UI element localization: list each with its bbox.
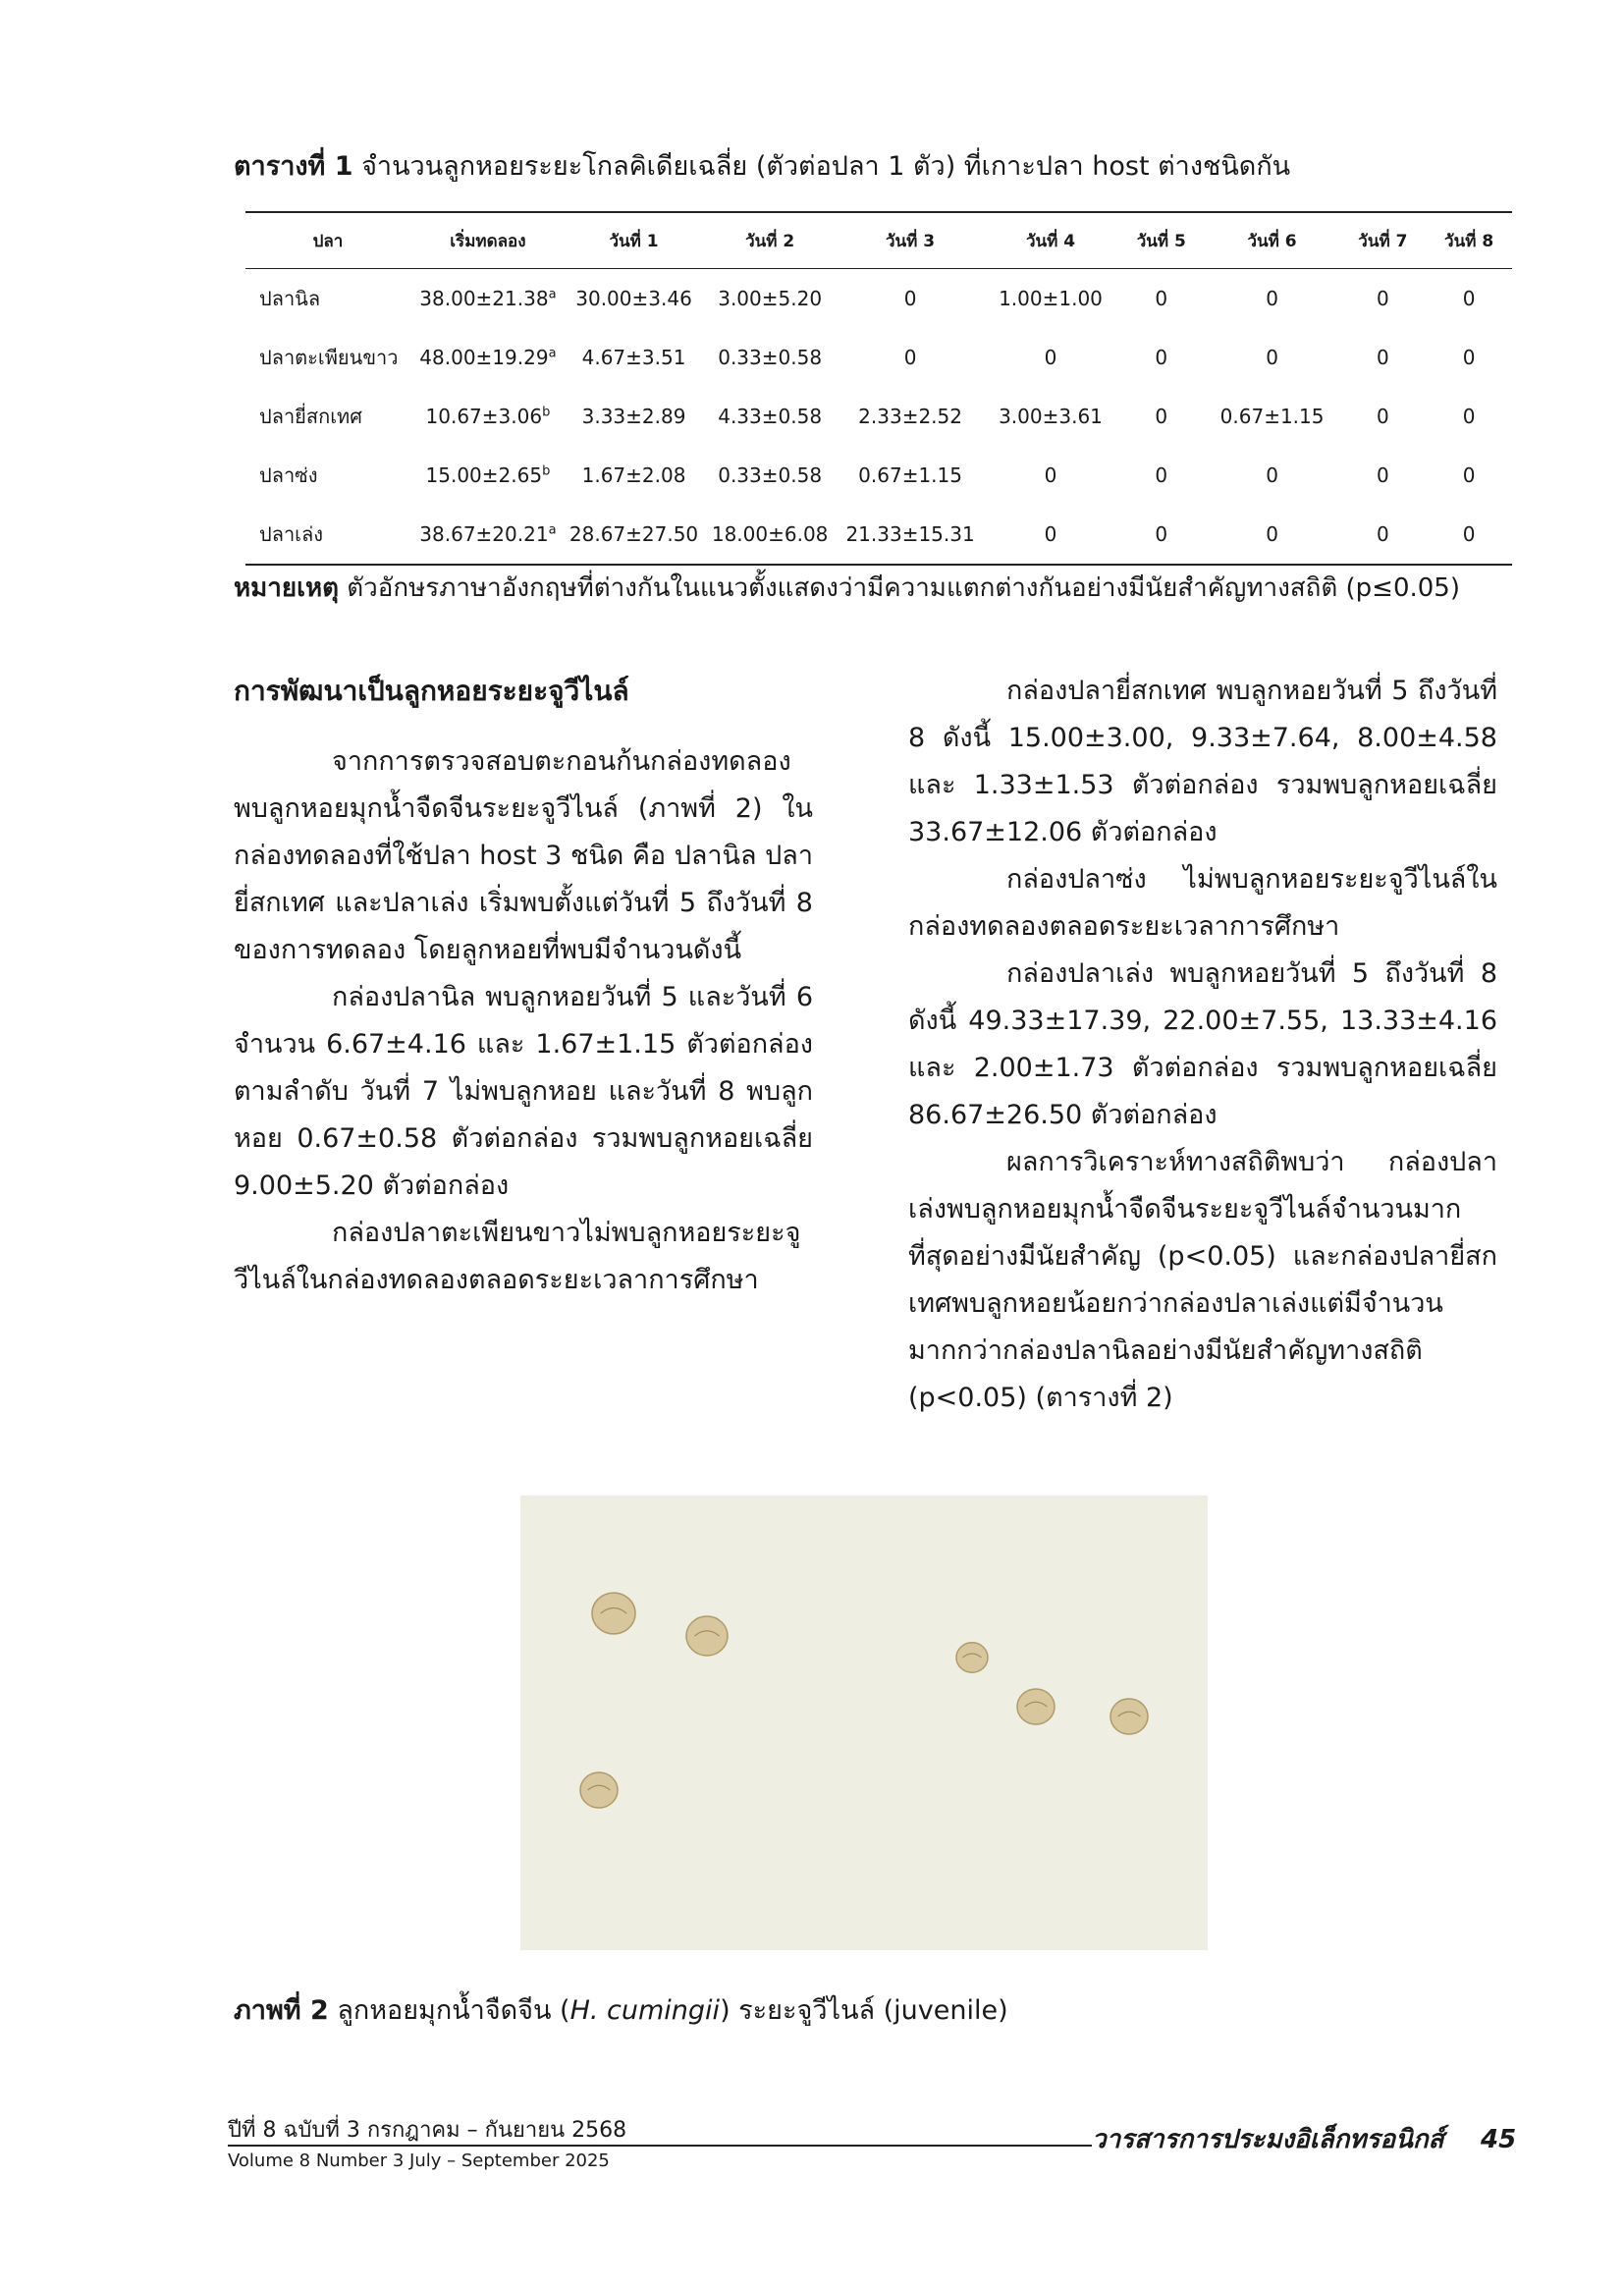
cell-d1: 3.33±2.89: [581, 405, 686, 428]
cell-d1: 4.67±3.51: [581, 346, 686, 369]
cell-start: [410, 387, 566, 446]
cell-d5: 0: [1155, 346, 1168, 369]
cell-d4: 0: [983, 505, 1118, 565]
cell-d8: 0: [1462, 346, 1476, 369]
cell-start-superscript: a: [548, 287, 557, 302]
header-day3: วันที่ 3: [838, 212, 983, 269]
cell-start-superscript: b: [542, 405, 551, 420]
cell-d5: 0: [1155, 405, 1168, 428]
cell-d2: 0.33±0.58: [718, 463, 823, 487]
juvenile-shell: [956, 1643, 988, 1672]
table-note: [234, 570, 1540, 607]
table-note-text: ตัวอักษรภาษาอังกฤษที่ต่างกันในแนวตั้งแสดงว่ามีความแตกต่างกันอย่างมีนัยสำคัญทางสถิติ (p≤0.05): [339, 573, 1460, 603]
juvenile-shell: [580, 1772, 618, 1808]
header-day6: วันที่ 6: [1205, 212, 1340, 269]
header-day5: วันที่ 5: [1118, 212, 1205, 269]
body-paragraph: กล่องปลาตะเพียนขาวไม่พบลูกหอยระยะจูวีไนล์ในกล่องทดลองตลอดระยะเวลาการศึกษา: [234, 1218, 801, 1295]
cell-d2: 4.33±0.58: [718, 405, 823, 428]
cell-fish: ปลาซ่ง: [259, 463, 318, 487]
cell-d5: 0: [1155, 463, 1168, 487]
footer-rule: [228, 2145, 1092, 2147]
header-day8: วันที่ 8: [1426, 212, 1512, 269]
cell-d8: 0: [1462, 463, 1476, 487]
cell-d3: 2.33±2.52: [858, 405, 962, 428]
cell-fish: ปลานิล: [259, 287, 321, 310]
footer-issue-english: Volume 8 Number 3 July – September 2025: [228, 2150, 610, 2171]
left-column: [234, 668, 813, 1304]
cell-d8: 0: [1462, 405, 1476, 428]
figure-caption-label: ภาพที่ 2: [234, 1995, 329, 2026]
body-paragraph: กล่องปลาซ่ง ไม่พบลูกหอยระยะจูวีไนล์ในกล่องทดลองตลอดระยะเวลาการศึกษา: [908, 864, 1497, 942]
footer-issue-thai: ปีที่ 8 ฉบับที่ 3 กรกฎาคม – กันยายน 2568: [228, 2118, 627, 2143]
cell-start-superscript: a: [548, 346, 557, 361]
cell-d6: 0: [1266, 287, 1278, 310]
header-fish: ปลา: [245, 212, 410, 269]
figure-caption-post: ) ระยะจูวีไนล์ (juvenile): [720, 1995, 1008, 2026]
table-note-label: หมายเหตุ: [234, 573, 340, 603]
cell-start: [410, 269, 566, 329]
cell-start: [410, 505, 566, 565]
cell-d7: 0: [1377, 346, 1389, 369]
cell-d7: 0: [1340, 505, 1427, 565]
cell-d4: 3.00±3.61: [999, 405, 1103, 428]
cell-start-value: 38.00±21.38: [419, 287, 549, 310]
cell-d1: 30.00±3.46: [575, 287, 692, 310]
cell-d6: 0.67±1.15: [1219, 405, 1325, 428]
body-paragraph: กล่องปลาเล่ง พบลูกหอยวันที่ 5 ถึงวันที่ 8 ดังนี้ 49.33±17.39, 22.00±7.55, 13.33±4.16 และ 2.00±1.73 ตัวต่อกล่อง รวมพบลูกหอยเฉลี่ย 86.67±26.50 ตัวต่อกล่อง: [908, 958, 1497, 1130]
cell-d8: 0: [1462, 287, 1476, 310]
figure-caption-species: H. cumingii: [569, 1995, 721, 2026]
cell-d6: 0: [1205, 505, 1340, 565]
table-row: [245, 505, 1512, 565]
table-row: [245, 328, 1512, 387]
header-day2: วันที่ 2: [702, 212, 838, 269]
cell-d3: 0: [903, 346, 917, 369]
cell-d2: 3.00±5.20: [718, 287, 823, 310]
cell-d2: 0.33±0.58: [718, 346, 823, 369]
cell-d7: 0: [1377, 463, 1389, 487]
cell-d1: 28.67±27.50: [566, 505, 702, 565]
section-heading: การพัฒนาเป็นลูกหอยระยะจูวีไนล์: [234, 675, 629, 707]
table-caption-text: จำนวนลูกหอยระยะโกลคิเดียเฉลี่ย (ตัวต่อปลา 1 ตัว) ที่เกาะปลา host ต่างชนิดกัน: [352, 151, 1291, 182]
cell-start: [410, 328, 566, 387]
juvenile-mussel-photo: [520, 1496, 1208, 1950]
juvenile-shell: [592, 1593, 635, 1634]
header-day7: วันที่ 7: [1340, 212, 1427, 269]
juvenile-shell: [686, 1616, 728, 1656]
cell-d1: 1.67±2.08: [581, 463, 686, 487]
cell-d8: 0: [1426, 505, 1512, 565]
cell-start-superscript: a: [548, 522, 557, 538]
juvenile-shell: [1017, 1689, 1055, 1724]
cell-d7: 0: [1377, 405, 1389, 428]
page-number: 45: [1481, 2125, 1517, 2154]
table-row: [245, 446, 1512, 505]
cell-start-value: 48.00±19.29: [419, 346, 549, 369]
figure-caption: [234, 1991, 1008, 2031]
cell-d4: 0: [1044, 346, 1057, 369]
cell-d6: 0: [1266, 463, 1278, 487]
cell-d3: 0.67±1.15: [858, 463, 962, 487]
header-day1: วันที่ 1: [566, 212, 702, 269]
cell-d4: 1.00±1.00: [999, 287, 1103, 310]
cell-fish: ปลาเล่ง: [245, 505, 410, 565]
cell-d3: 0: [903, 287, 917, 310]
body-paragraph: กล่องปลานิล พบลูกหอยวันที่ 5 และวันที่ 6 จำนวน 6.67±4.16 และ 1.67±1.15 ตัวต่อกล่อง ตามลำดับ วันที่ 7 ไม่พบลูกหอย และวันที่ 8 พบลูกหอย 0.67±0.58 ตัวต่อกล่อง รวมพบลูกหอยเฉลี่ย 9.00±5.20 ตัวต่อกล่อง: [234, 982, 813, 1201]
cell-d6: 0: [1266, 346, 1278, 369]
cell-start-value: 38.67±20.21: [419, 522, 549, 546]
cell-d2: 18.00±6.08: [702, 505, 838, 565]
cell-start-value: 10.67±3.06: [425, 405, 543, 428]
table-caption: [234, 147, 1530, 187]
table-row: [245, 269, 1512, 329]
cell-d7: 0: [1377, 287, 1389, 310]
table-caption-label: ตารางที่ 1: [234, 151, 353, 182]
cell-start: [410, 446, 566, 505]
figure-caption-pre: ลูกหอยมุกน้ำจืดจีน (: [328, 1995, 570, 2026]
cell-d5: 0: [1155, 287, 1168, 310]
header-day4: วันที่ 4: [983, 212, 1118, 269]
footer-journal-name: วารสารการประมงอิเล็กทรอนิกส์: [1092, 2125, 1444, 2154]
table-header-row: [245, 212, 1512, 269]
cell-start-value: 15.00±2.65: [425, 463, 543, 487]
cell-d5: 0: [1118, 505, 1205, 565]
juvenile-shell: [1110, 1699, 1148, 1734]
data-table: [245, 211, 1512, 566]
body-paragraph: กล่องปลายี่สกเทศ พบลูกหอยวันที่ 5 ถึงวันที่ 8 ดังนี้ 15.00±3.00, 9.33±7.64, 8.00±4.58 และ 1.33±1.53 ตัวต่อกล่อง รวมพบลูกหอยเฉลี่ย 33.67±12.06 ตัวต่อกล่อง: [908, 676, 1497, 847]
cell-fish: ปลาตะเพียนขาว: [259, 346, 399, 369]
cell-fish: ปลายี่สกเทศ: [259, 405, 362, 428]
photo-illustration: [520, 1496, 1208, 1950]
body-paragraph: ผลการวิเคราะห์ทางสถิติพบว่า กล่องปลาเล่งพบลูกหอยมุกน้ำจืดจีนระยะจูวีไนล์จำนวนมากที่สุดอย่างมีนัยสำคัญ (p<0.05) และกล่องปลายี่สกเทศพบลูกหอยน้อยกว่ากล่องปลาเล่งแต่มีจำนวนมากกว่ากล่องปลานิลอย่างมีนัยสำคัญทางสถิติ (p<0.05) (ตารางที่ 2): [908, 1147, 1497, 1413]
cell-start-superscript: b: [542, 463, 551, 479]
cell-d3: 21.33±15.31: [838, 505, 983, 565]
right-column: [908, 668, 1497, 1422]
cell-d4: 0: [1044, 463, 1057, 487]
body-paragraph: จากการตรวจสอบตะกอนก้นกล่องทดลอง พบลูกหอยมุกน้ำจืดจีนระยะจูวีไนล์ (ภาพที่ 2) ในกล่องทดลองที่ใช้ปลา host 3 ชนิด คือ ปลานิล ปลายี่สกเทศ และปลาเล่ง เริ่มพบตั้งแต่วันที่ 5 ถึงวันที่ 8 ของการทดลอง โดยลูกหอยที่พบมีจำนวนดังนี้: [234, 746, 813, 965]
header-start: เริ่มทดลอง: [410, 212, 566, 269]
table-row: [245, 387, 1512, 446]
